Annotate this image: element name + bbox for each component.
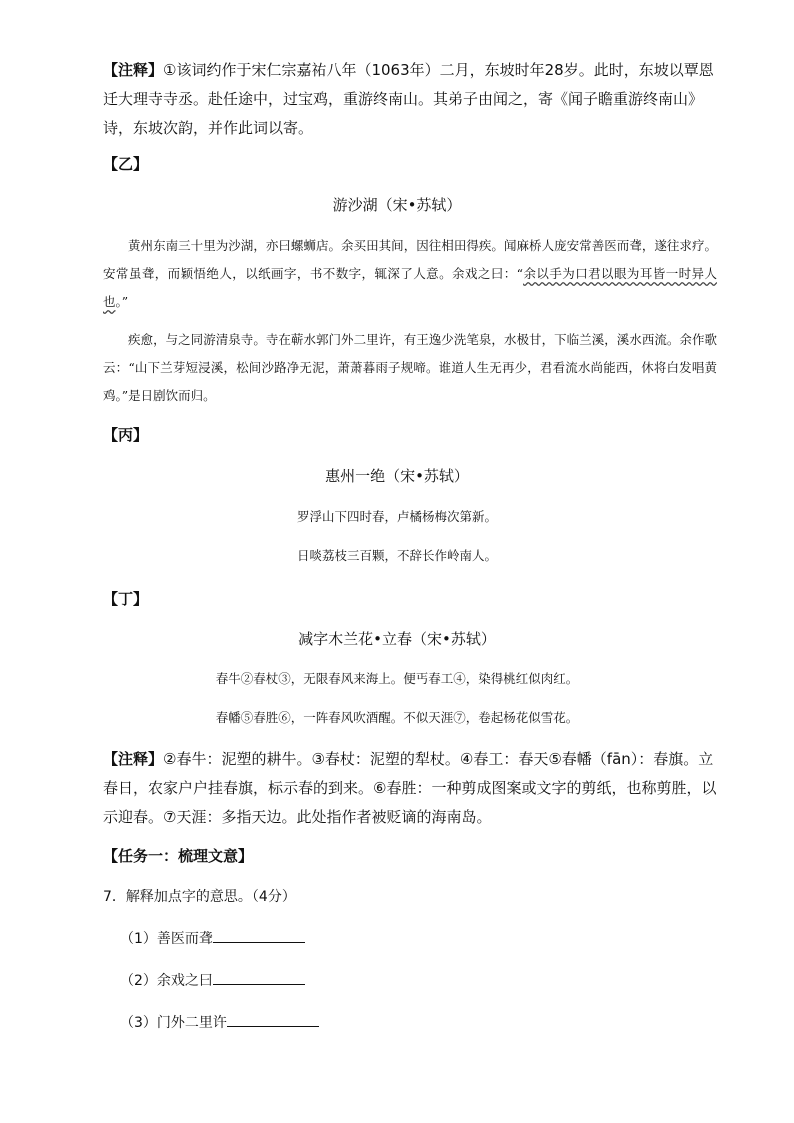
poem-title-you-sha-hu: 游沙湖（宋•苏轼） (332, 196, 462, 214)
classical-text: 黄州东南三十里为沙湖，亦曰螺蛳店。余买田其间，因往相田得疾。闻麻桥人庞安常善医而聋，遂往求疗。安常虽聋，而颖悟绝人，以纸画字，书不数字，辄深了人意。余戏之曰：“ (103, 238, 717, 281)
classical-text-end: 。” (115, 294, 129, 309)
annotation-text: ②春牛：泥塑的耕牛。③春杖：泥塑的犁杖。④春工：春天⑤春幡（fān）：春旗。立春日，农家户户挂春旗，标示春的到来。⑥春胜：一种剪成图案或文字的剪纸，也称剪胜，以示迎春。⑦天涯：多指天边。此处指作者被贬谪的海南岛。 (103, 750, 717, 826)
poem-title-jian-zi-mu-lan-hua: 减字木兰花•立春（宋•苏轼） (298, 630, 496, 648)
answer-blank[interactable] (227, 1012, 319, 1027)
annotation-label: 【注释】 (103, 61, 164, 79)
annotation-paragraph-2 (103, 745, 717, 832)
annotation-text: ①该词约作于宋仁宗嘉祐八年（1063年）二月，东坡时年28岁。此时，东坡以覃恩迁大理寺寺丞。赴任途中，过宝鸡，重游终南山。其弟子由闻之，寄《闻子瞻重游终南山》诗，东坡次韵，并作此词以寄。 (103, 61, 714, 137)
section-label-yi: 【乙】 (103, 155, 149, 173)
annotation-label: 【注释】 (103, 750, 164, 768)
classical-paragraph-2: 疾愈，与之同游清泉寺。寺在蕲水郭门外二里许，有王逸少洗笔泉，水极甘，下临兰溪，溪水西流。余作歌云：“山下兰芽短浸溪，松间沙路净无泥，萧萧暮雨子规啼。谁道人生无再少，君看流水尚能西，休将白发唱黄鸡。”是日剧饮而归。 (103, 332, 717, 403)
section-label-ding: 【丁】 (103, 590, 149, 608)
wavy-underlined-sentence: 余以手为口君以眼为耳皆一时异人也 (103, 266, 717, 309)
section-label-bing: 【丙】 (103, 426, 149, 444)
answer-blank[interactable] (213, 970, 305, 985)
answer-blank[interactable] (213, 928, 305, 943)
poem-line: 日啖荔枝三百颗，不辞长作岭南人。 (296, 548, 497, 563)
question-item-text: （3）门外二里许 (120, 1015, 227, 1031)
question-item (120, 928, 305, 949)
poem-title-hui-zhou: 惠州一绝（宋•苏轼） (325, 467, 469, 485)
annotation-paragraph-1 (103, 56, 717, 143)
task-heading: 【任务一：梳理文意】 (103, 847, 254, 865)
question-item-text: （2）余戏之曰 (120, 973, 213, 989)
classical-paragraph-1 (103, 232, 717, 316)
question-item (120, 970, 305, 991)
poem-line: 罗浮山下四时春，卢橘杨梅次第新。 (296, 509, 497, 524)
question-item-text: （1）善医而聋 (120, 931, 213, 947)
question-7: 7．解释加点字的意思。（4分） (103, 889, 296, 905)
question-item (120, 1012, 319, 1033)
poem-line: 春幡⑤春胜⑥，一阵春风吹酒醒。不似天涯⑦，卷起杨花似雪花。 (215, 710, 579, 725)
poem-line: 春牛②春杖③，无限春风来海上。便丐春工④，染得桃红似肉红。 (215, 671, 579, 686)
